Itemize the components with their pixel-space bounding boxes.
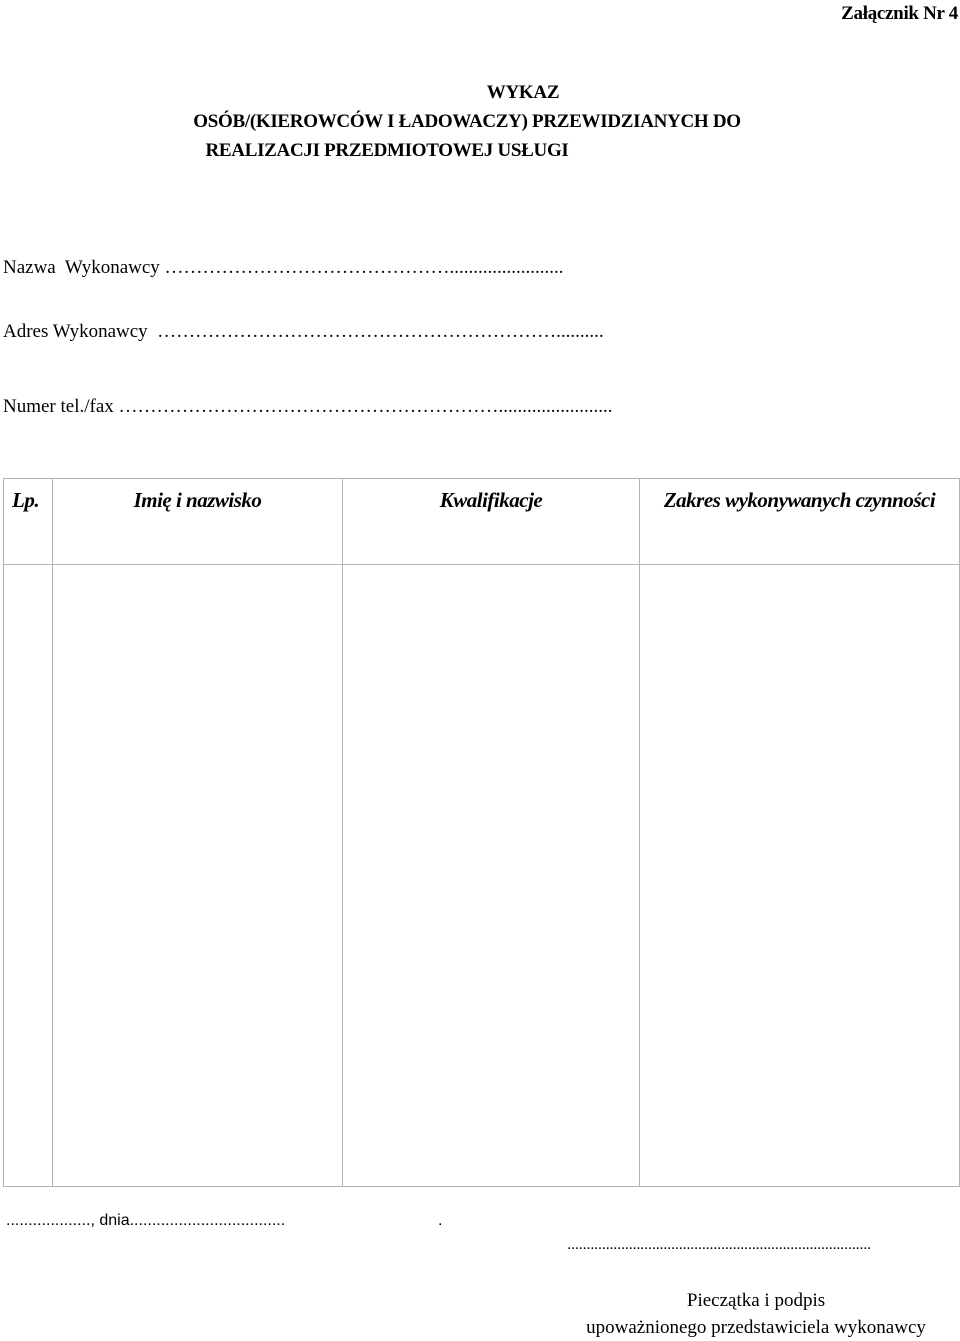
title-line-1: WYKAZ <box>486 82 560 103</box>
contractor-address-field: Adres Wykonawcy ……………………………………………………….......... <box>3 321 604 342</box>
cell-scope[interactable] <box>640 565 960 1187</box>
cell-name[interactable] <box>53 565 343 1187</box>
signature-line: ............................................................................... <box>567 1236 871 1253</box>
attachment-label: Załącznik Nr 4 <box>841 3 958 24</box>
title-line-3: REALIZACJI PRZEDMIOTOWEJ USŁUGI <box>205 140 569 161</box>
header-name: Imię i nazwisko <box>53 479 343 565</box>
header-lp: Lp. <box>4 479 53 565</box>
header-qualifications: Kwalifikacje <box>343 479 640 565</box>
separator-dot: . <box>438 1212 443 1229</box>
contractor-name-field: Nazwa Wykonawcy ………………………………………........................ <box>3 257 564 278</box>
phone-fax-field: Numer tel./fax ……………………………………………………........................ <box>3 396 613 417</box>
staff-table <box>3 478 960 1187</box>
cell-qualifications[interactable] <box>343 565 640 1187</box>
cell-lp[interactable] <box>4 565 53 1187</box>
table-row <box>4 565 960 1187</box>
title-line-2: OSÓB/(KIEROWCÓW I ŁADOWACZY) PRZEWIDZIANYCH DO <box>193 111 741 132</box>
table-header-row <box>4 479 960 565</box>
date-line: ..................., dnia................................... <box>6 1212 286 1229</box>
signature-caption-1: Pieczątka i podpis <box>686 1290 826 1311</box>
header-scope: Zakres wykonywanych czynności <box>640 479 960 565</box>
signature-caption-2: upoważnionego przedstawiciela wykonawcy <box>586 1317 926 1338</box>
